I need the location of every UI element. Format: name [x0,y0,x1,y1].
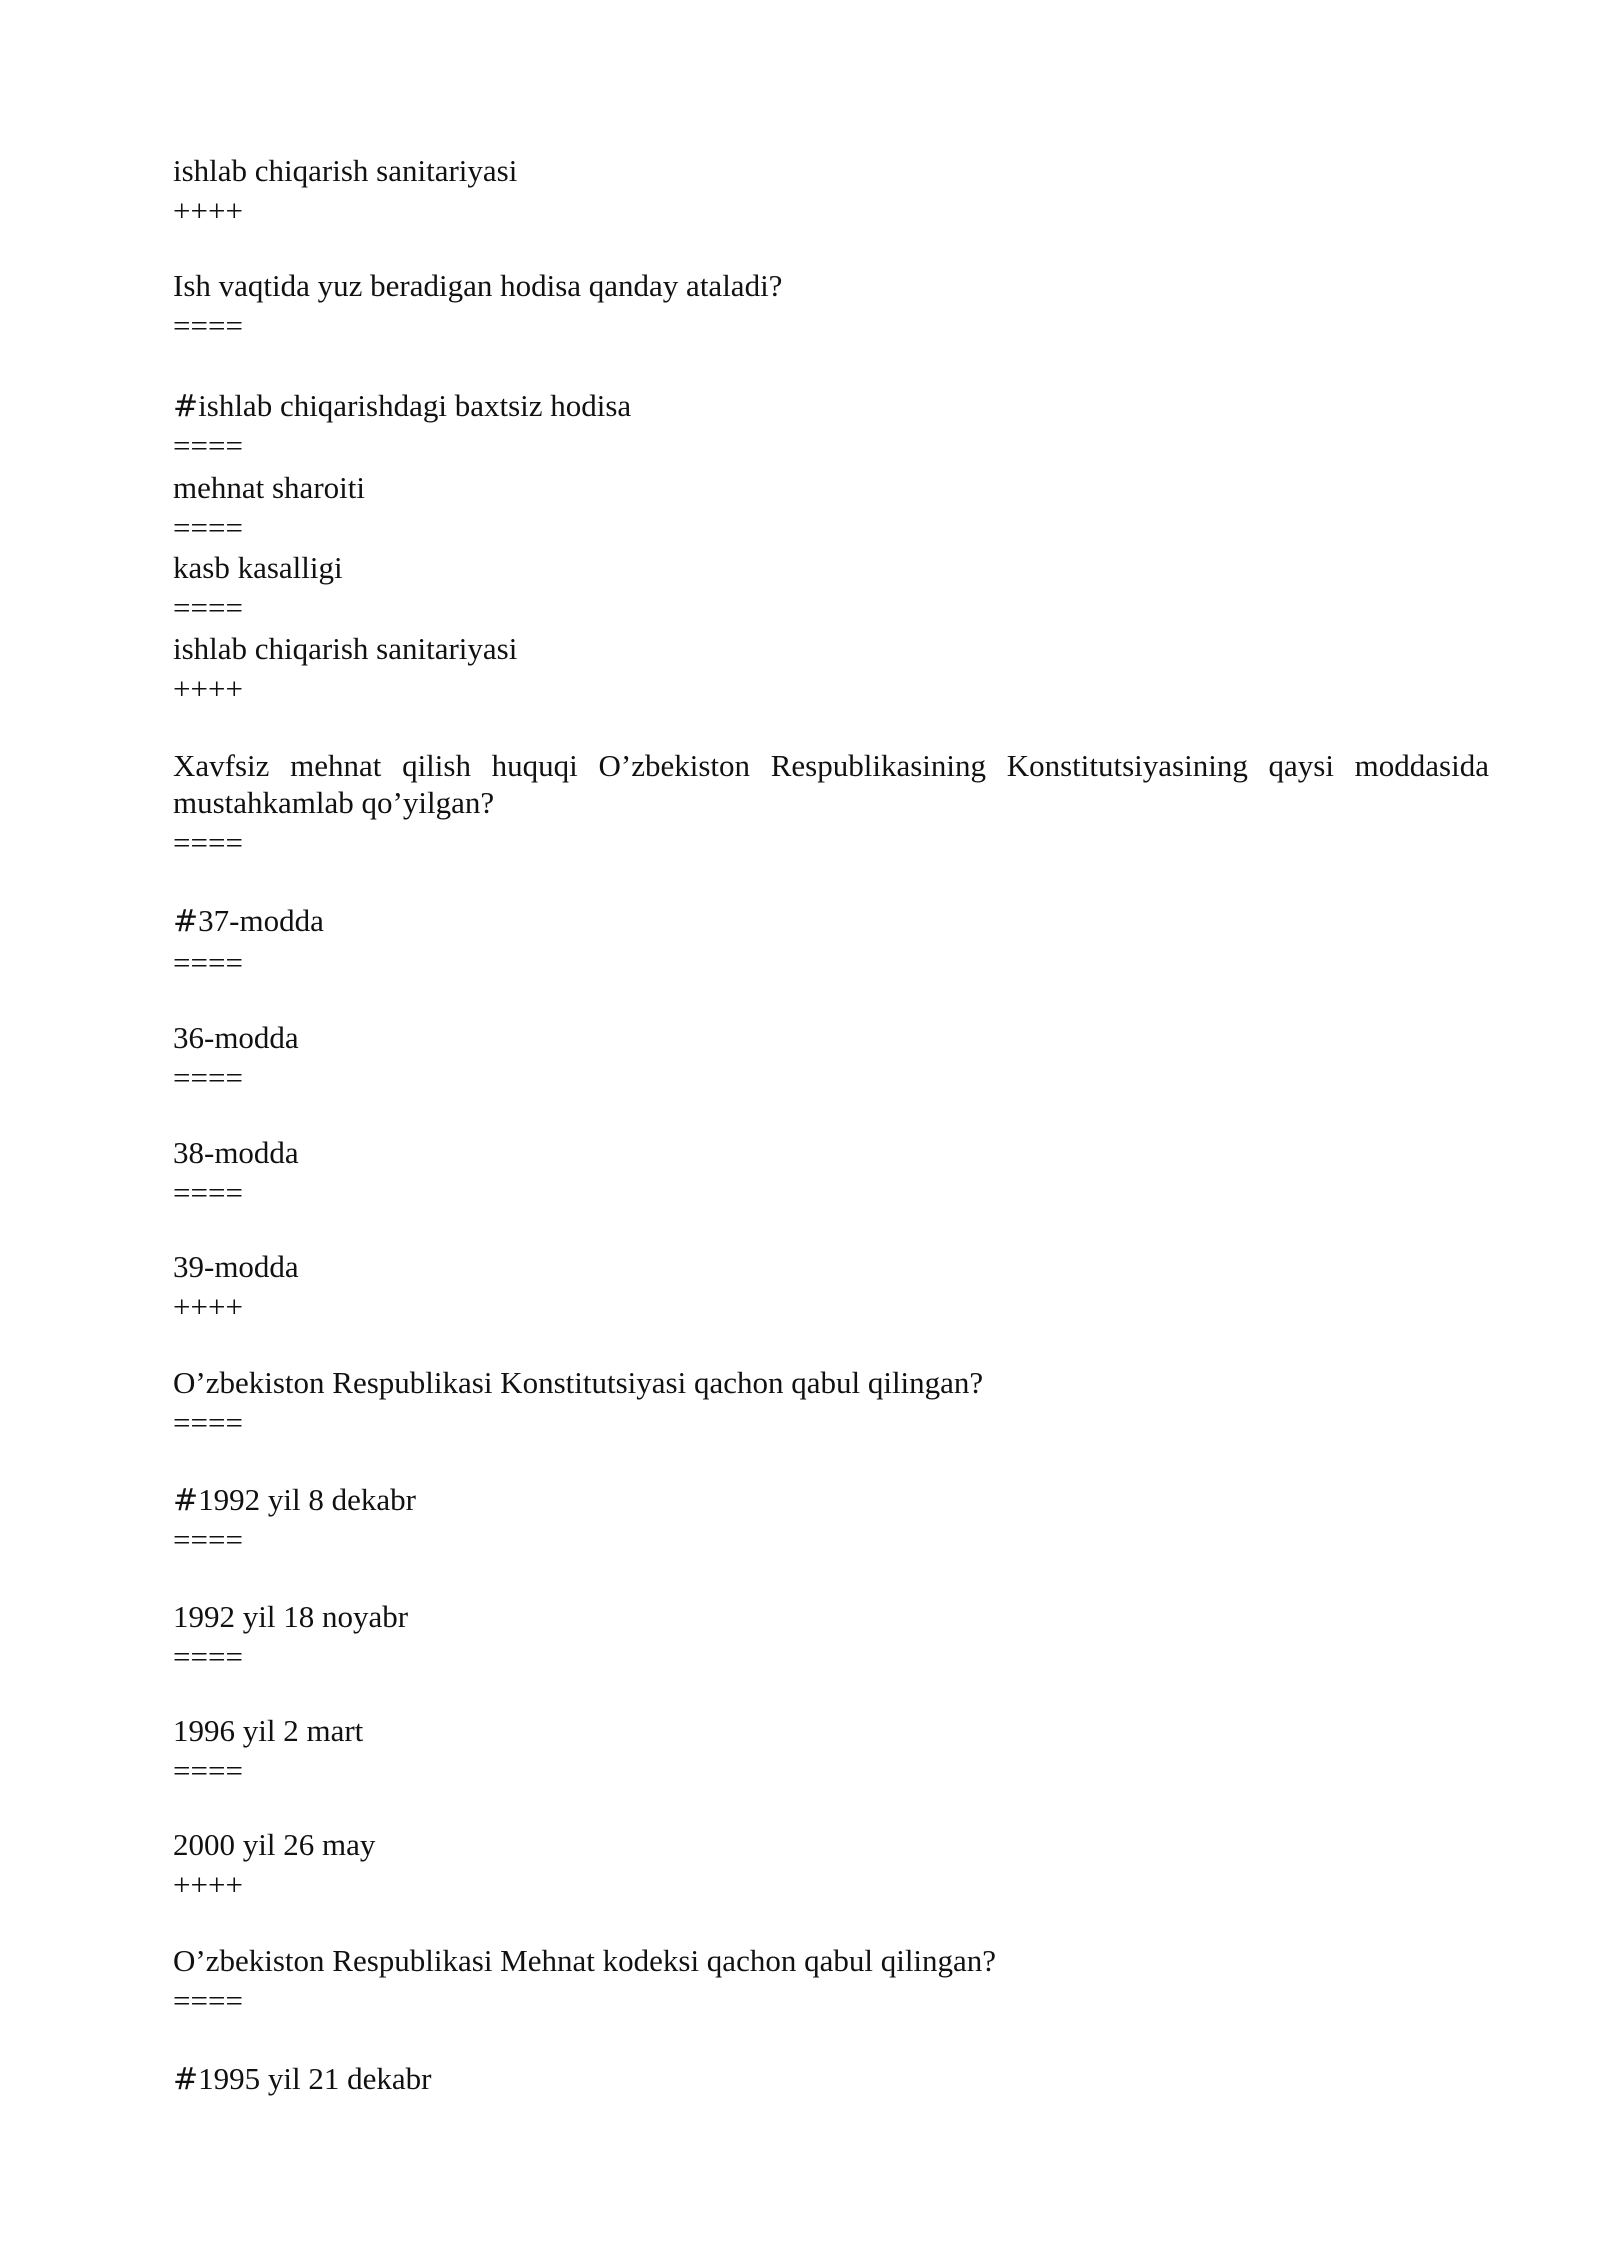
answer-option: 1992 yil 18 noyabr [173,1599,409,1634]
option-separator: ==== [173,428,243,463]
answer-text: 1992 yil 8 dekabr [198,1482,416,1517]
question-text: O’zbekiston Respublikasi Konstitutsiyasi qachon qabul qilingan? [173,1365,984,1400]
option-separator: ==== [173,510,243,545]
question-separator: ++++ [173,671,243,706]
answer-option: ishlab chiqarish sanitariyasi [173,153,518,188]
option-separator: ==== [173,1175,243,1210]
option-separator: ==== [173,1060,243,1095]
option-separator: ==== [173,825,243,860]
correct-answer-option [173,1482,416,1519]
question-separator: ++++ [173,1867,243,1902]
question-separator: ++++ [173,1289,243,1324]
correct-answer-marker: # [173,389,199,424]
option-separator: ==== [173,308,243,343]
question-text: Ish vaqtida yuz beradigan hodisa qanday ataladi? [173,268,783,303]
answer-text: 1995 yil 21 dekabr [198,2061,432,2096]
answer-text: ishlab chiqarishdagi baxtsiz hodisa [198,388,632,423]
correct-answer-marker: # [173,2062,199,2097]
correct-answer-marker: # [173,904,199,939]
correct-answer-option [173,388,631,425]
answer-option: mehnat sharoiti [173,470,365,505]
correct-answer-option [173,903,324,940]
correct-answer-marker: # [173,1483,199,1518]
question-separator: ++++ [173,193,243,228]
answer-option: 36-modda [173,1020,299,1055]
answer-option: 39-modda [173,1249,299,1284]
correct-answer-option [173,2061,431,2098]
option-separator: ==== [173,945,243,980]
option-separator: ==== [173,1639,243,1674]
answer-option: ishlab chiqarish sanitariyasi [173,631,518,666]
answer-option: 2000 yil 26 may [173,1827,376,1862]
answer-option: 38-modda [173,1135,299,1170]
option-separator: ==== [173,1405,243,1440]
answer-text: 37-modda [198,903,324,938]
question-text: O’zbekiston Respublikasi Mehnat kodeksi qachon qabul qilingan? [173,1943,997,1978]
option-separator: ==== [173,1753,243,1788]
option-separator: ==== [173,1522,243,1557]
option-separator: ==== [173,590,243,625]
question-text: Xavfsiz mehnat qilish huquqi O’zbekiston Respublikasining Konstitutsiyasining qaysi moddasida mustahkamlab qo’yilgan? [173,748,1489,820]
option-separator: ==== [173,1983,243,2018]
answer-option: 1996 yil 2 mart [173,1713,364,1748]
answer-option: kasb kasalligi [173,550,343,585]
